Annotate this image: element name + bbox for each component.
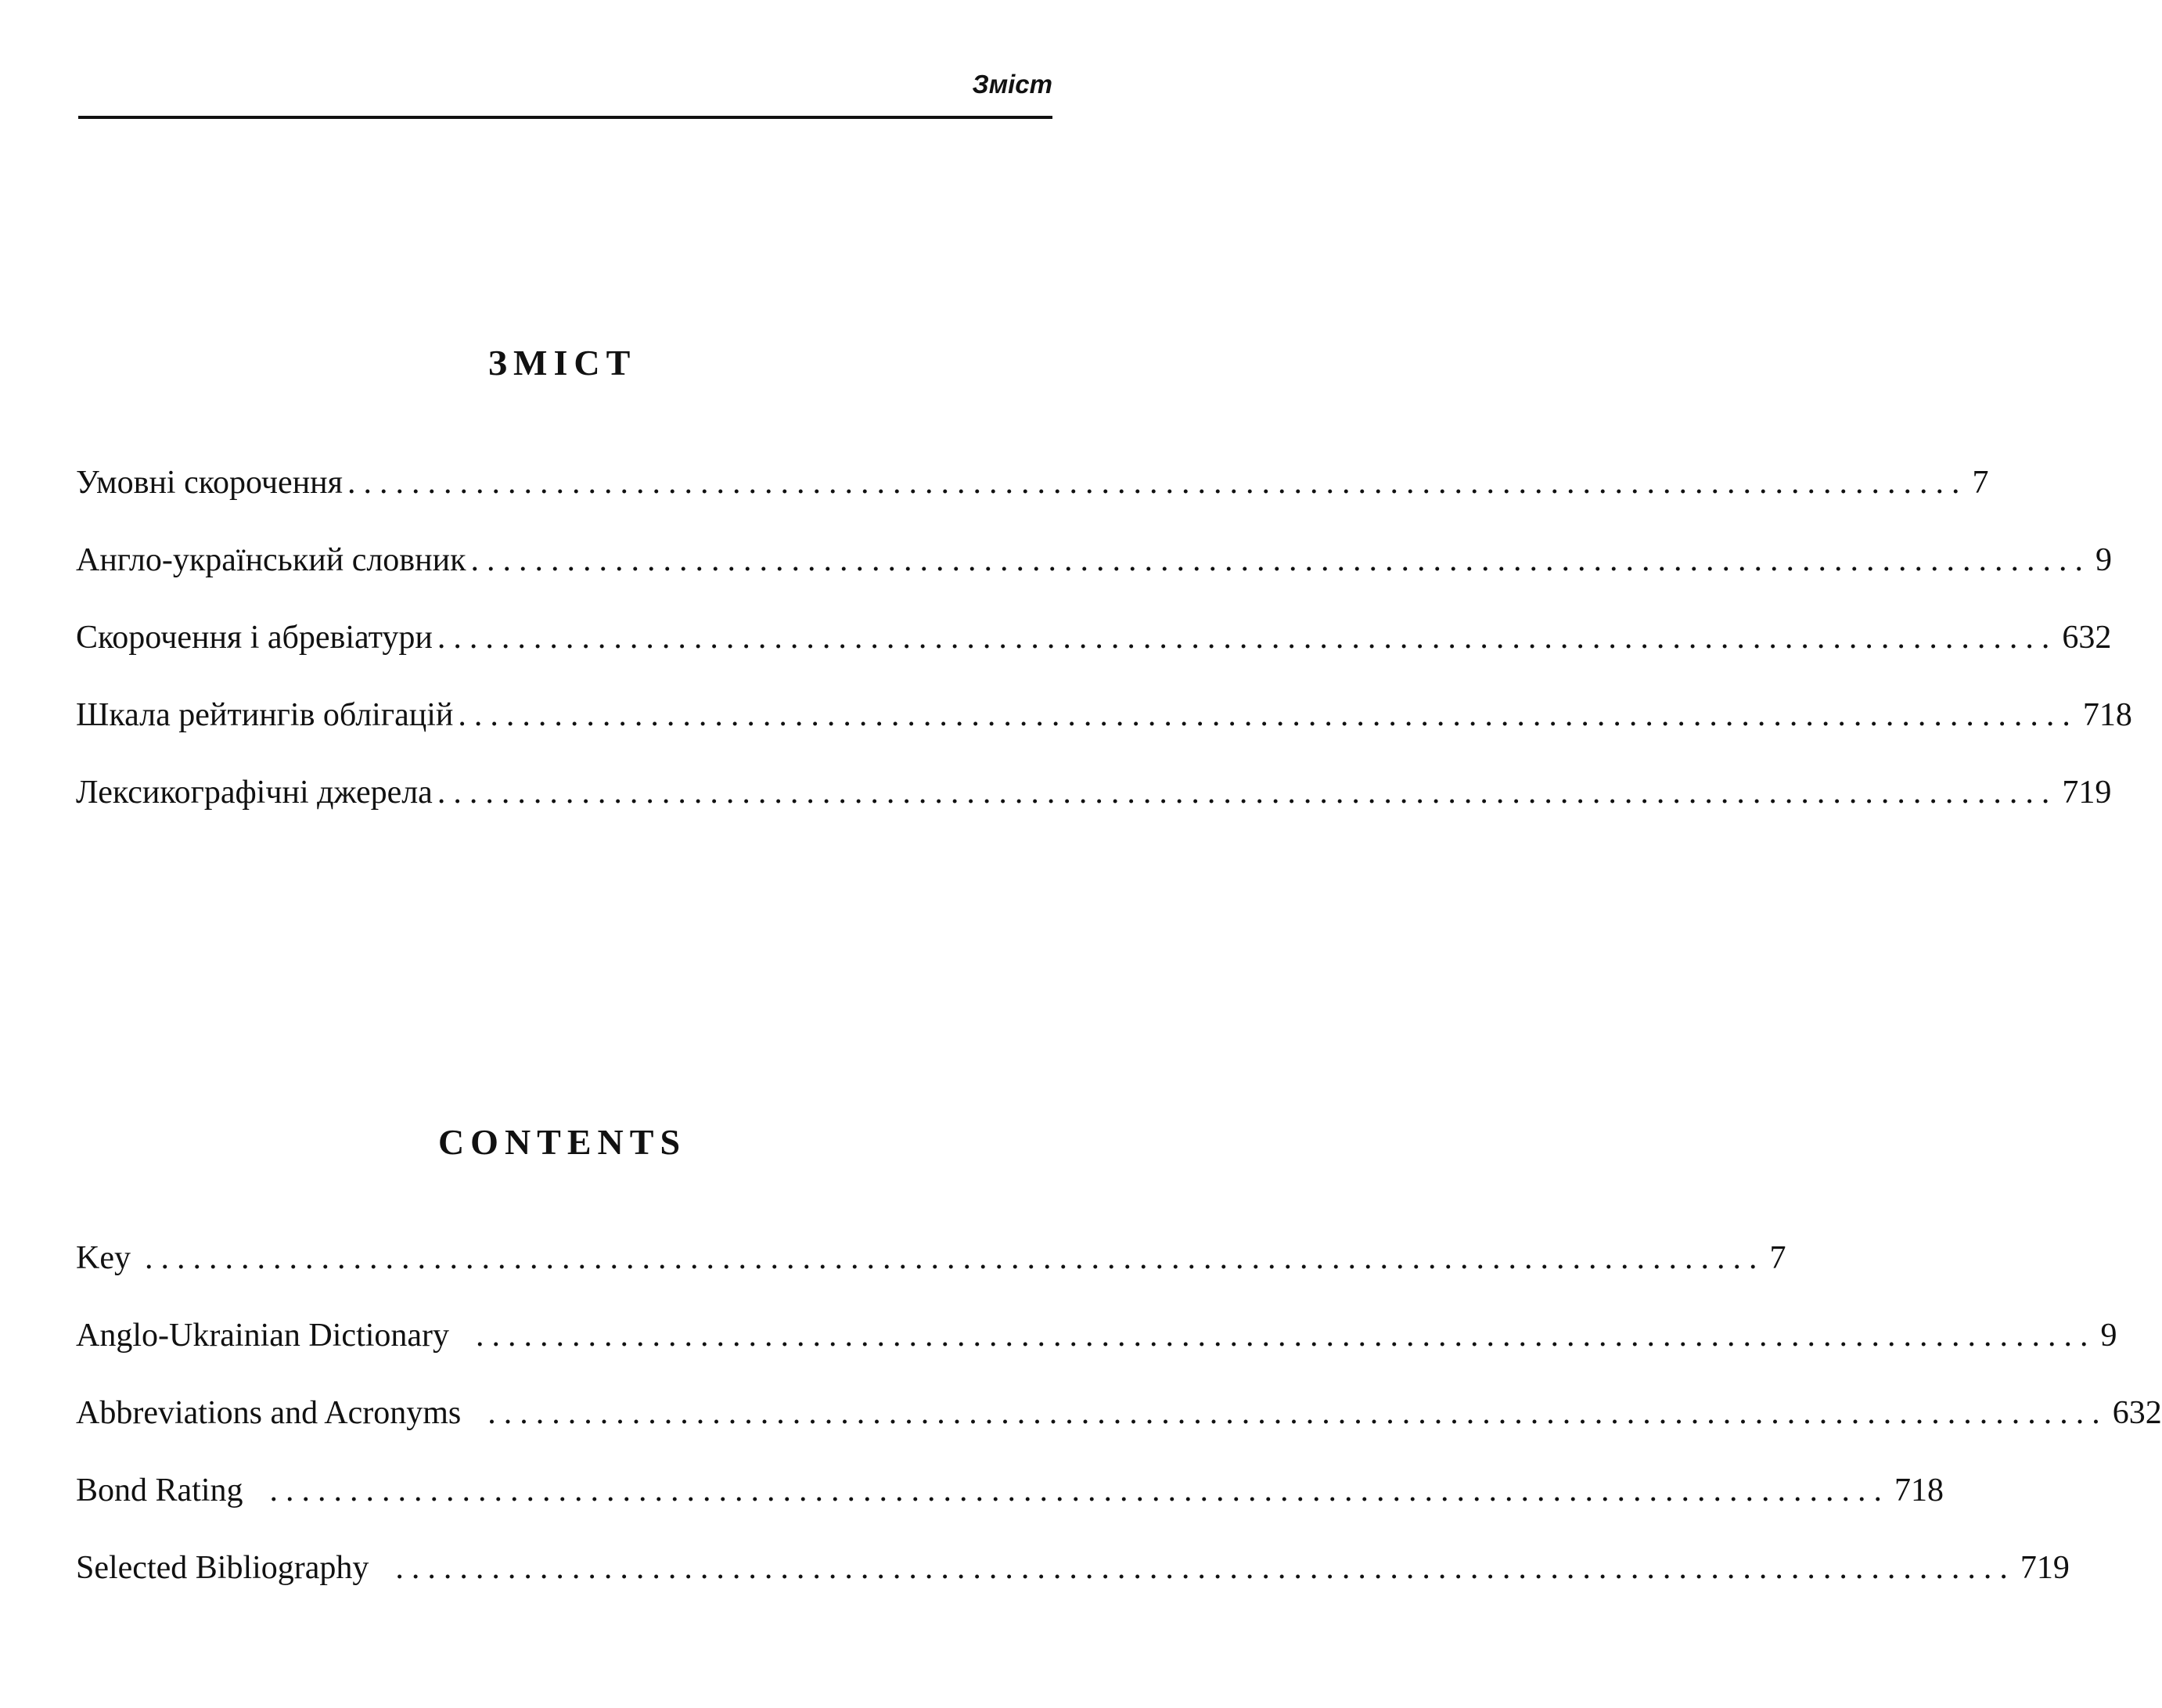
toc-entry-label: Умовні скорочення bbox=[76, 465, 343, 501]
dot-leader: ..................................................................................................... bbox=[437, 775, 2058, 811]
toc-entry-page: 9 bbox=[2100, 1318, 2117, 1354]
section-title-english: CONTENTS bbox=[437, 1122, 687, 1162]
toc-entry[interactable] bbox=[76, 618, 2112, 696]
dot-leader: ..................................................................................................... bbox=[395, 1550, 2016, 1586]
toc-entry-page: 719 bbox=[2020, 1550, 2070, 1586]
toc-entry[interactable] bbox=[76, 1239, 1786, 1316]
dot-leader: ..................................................................................................... bbox=[470, 542, 2091, 578]
header-rule bbox=[78, 116, 1052, 119]
toc-entry-page: 719 bbox=[2062, 775, 2112, 811]
toc-entry-label: Скорочення і абревіатури bbox=[76, 620, 433, 656]
toc-entry-label: Abbreviations and Acronyms bbox=[76, 1395, 462, 1431]
toc-entry[interactable] bbox=[76, 541, 2112, 618]
toc-entry[interactable] bbox=[76, 1393, 2162, 1471]
toc-entry-page: 9 bbox=[2095, 542, 2112, 578]
dot-leader: ..................................................................................................... bbox=[458, 697, 2078, 733]
toc-entry[interactable] bbox=[76, 696, 2132, 773]
toc-entry-label: Key bbox=[76, 1240, 131, 1276]
toc-entry[interactable] bbox=[76, 1471, 1944, 1548]
toc-entry-label: Selected Bibliography bbox=[76, 1550, 369, 1586]
toc-entry[interactable] bbox=[76, 463, 1989, 541]
dot-leader: ..................................................................................................... bbox=[347, 465, 1968, 501]
toc-entry[interactable] bbox=[76, 1548, 2070, 1626]
toc-ukrainian bbox=[76, 463, 2132, 850]
toc-english bbox=[76, 1239, 2162, 1626]
toc-entry-label: Bond Rating bbox=[76, 1472, 243, 1508]
toc-entry-label: Шкала рейтингів облігацій bbox=[76, 697, 454, 733]
toc-entry-page: 718 bbox=[1894, 1472, 1944, 1508]
dot-leader: ..................................................................................................... bbox=[144, 1240, 1765, 1276]
toc-entry-label: Anglo-Ukrainian Dictionary bbox=[76, 1318, 450, 1354]
toc-entry-page: 632 bbox=[2112, 1395, 2162, 1431]
toc-entry-page: 7 bbox=[1769, 1240, 1786, 1276]
section-title-ukrainian: ЗМІСТ bbox=[487, 343, 637, 383]
dot-leader: ..................................................................................................... bbox=[476, 1318, 2096, 1354]
toc-entry[interactable] bbox=[76, 773, 2112, 850]
toc-entry-page: 718 bbox=[2082, 697, 2132, 733]
toc-entry-label: Лексикографічні джерела bbox=[76, 775, 433, 811]
dot-leader: ..................................................................................................... bbox=[487, 1395, 2108, 1431]
dot-leader: ..................................................................................................... bbox=[437, 620, 2058, 656]
toc-entry-page: 7 bbox=[1972, 465, 1989, 501]
dot-leader: ..................................................................................................... bbox=[269, 1472, 1890, 1508]
toc-entry-page: 632 bbox=[2062, 620, 2112, 656]
running-head: Зміст bbox=[972, 70, 1052, 99]
toc-entry-label: Англо-український словник bbox=[76, 542, 466, 578]
toc-entry[interactable] bbox=[76, 1316, 2117, 1393]
